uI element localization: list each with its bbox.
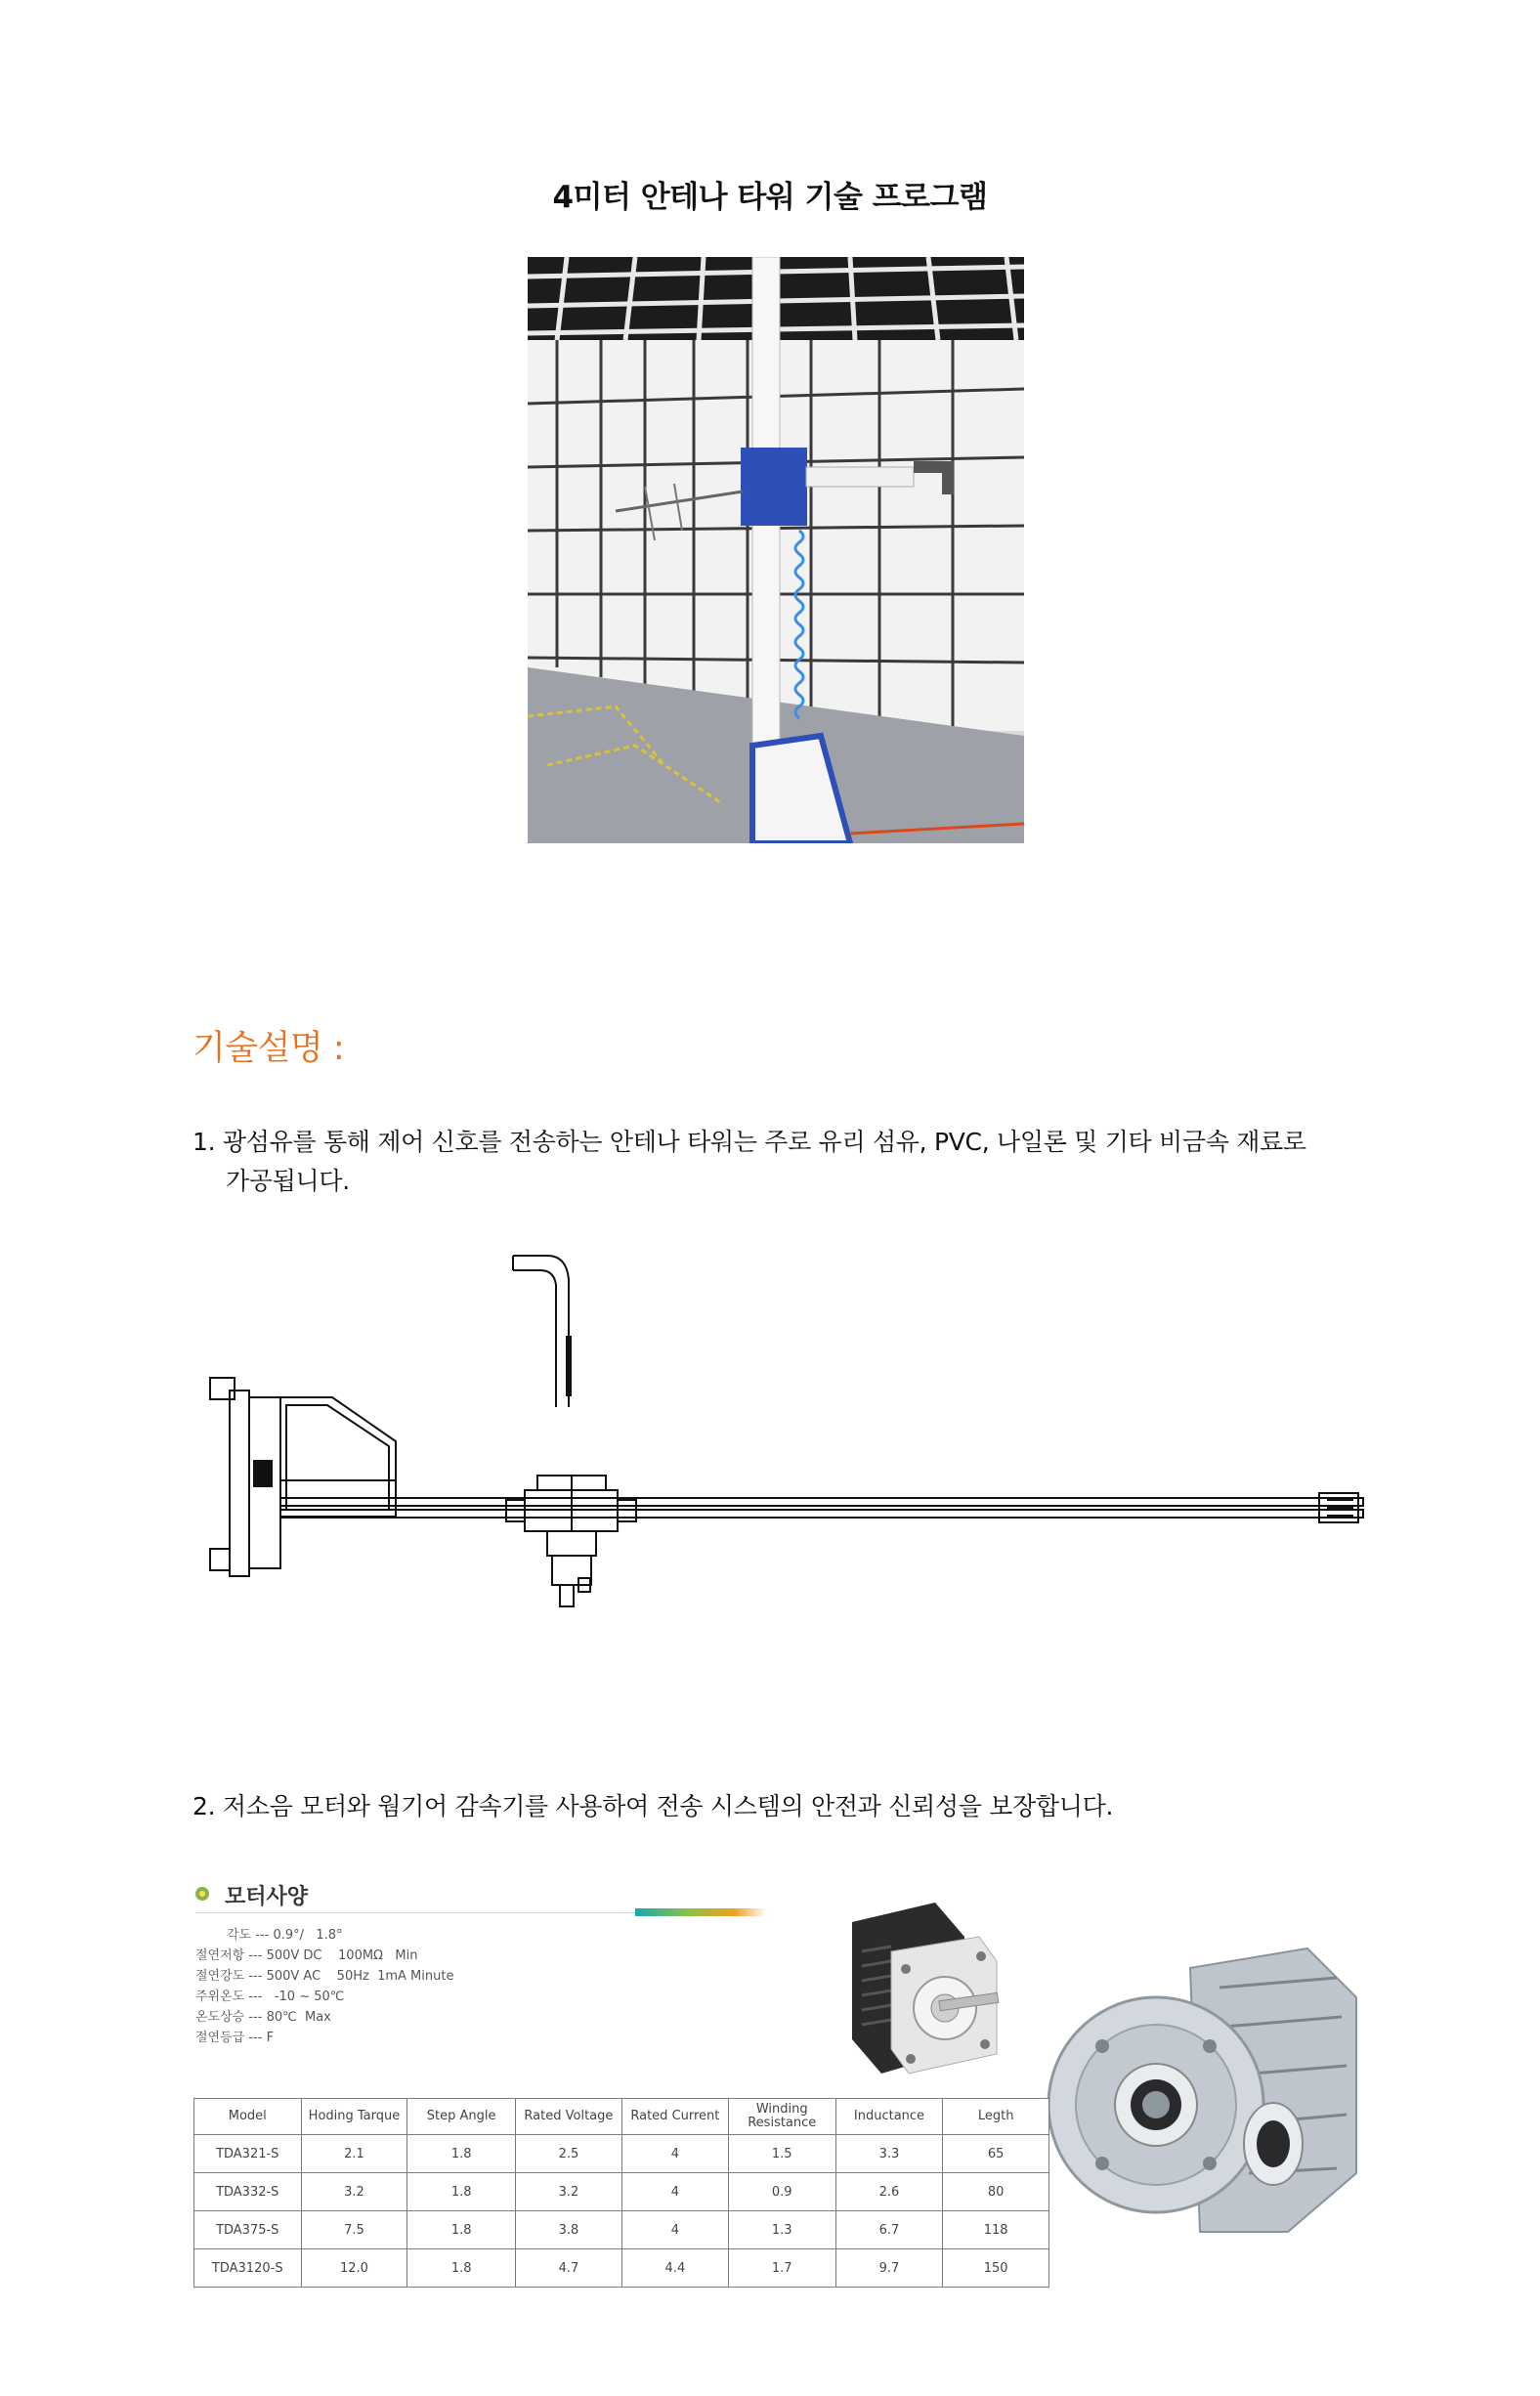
cell-length: 118 (943, 2211, 1049, 2249)
cell-rated-current: 4.4 (621, 2249, 728, 2288)
cell-step-angle: 1.8 (407, 2135, 516, 2173)
col-header-inductance: Inductance (835, 2099, 943, 2135)
cell-rated-voltage: 2.5 (515, 2135, 621, 2173)
cell-inductance: 2.6 (835, 2173, 943, 2211)
stepper-motor-image (833, 1893, 1013, 2093)
cell-step-angle: 1.8 (407, 2249, 516, 2288)
cell-inductance: 9.7 (835, 2249, 943, 2288)
col-header-model: Model (194, 2099, 302, 2135)
cell-model: TDA3120-S (194, 2249, 302, 2288)
cell-model: TDA332-S (194, 2173, 302, 2211)
section-heading: 기술설명 : (192, 1029, 345, 1068)
spec-gradient-bar (635, 1908, 767, 1916)
col-header-length: Legth (943, 2099, 1049, 2135)
description-item-2: 2. 저소음 모터와 웜기어 감속기를 사용하여 전송 시스템의 안전과 신뢰성을 보장합니다. (192, 1792, 1114, 1820)
cell-holding-torque: 3.2 (301, 2173, 407, 2211)
page-title: 4미터 안테나 타워 기술 프로그램 (552, 180, 988, 215)
cell-rated-current: 4 (621, 2173, 728, 2211)
col-header-step-angle: Step Angle (407, 2099, 516, 2135)
spec-line-temp-rise: 온도상승 --- 80℃ Max (195, 2010, 331, 2025)
spec-line-ambient-temp: 주위온도 --- -10 ~ 50℃ (195, 1990, 345, 2004)
cell-model: TDA375-S (194, 2211, 302, 2249)
cell-rated-current: 4 (621, 2211, 728, 2249)
cell-holding-torque: 2.1 (301, 2135, 407, 2173)
cell-length: 80 (943, 2173, 1049, 2211)
motor-spec-title: 모터사양 (225, 1885, 309, 1909)
item-1-line-2: 가공됩니다. (226, 1167, 350, 1195)
cell-length: 150 (943, 2249, 1049, 2288)
cell-holding-torque: 12.0 (301, 2249, 407, 2288)
description-item-1 (192, 1123, 1385, 1201)
worm-gear-reducer-image (1044, 1939, 1366, 2263)
cell-holding-torque: 7.5 (301, 2211, 407, 2249)
col-header-winding-resistance (728, 2099, 835, 2135)
table-row (194, 2249, 1049, 2288)
spec-line-insulation-class: 절연등급 --- F (195, 2031, 275, 2045)
cell-rated-current: 4 (621, 2135, 728, 2173)
cell-rated-voltage: 4.7 (515, 2249, 621, 2288)
spec-divider (195, 1912, 635, 1913)
spec-line-insulation-strength: 절연강도 --- 500V AC 50Hz 1mA Minute (195, 1969, 454, 1984)
cell-step-angle: 1.8 (407, 2211, 516, 2249)
motor-spec-list (195, 1925, 453, 2048)
cell-winding-resistance: 0.9 (728, 2173, 835, 2211)
table-row (194, 2135, 1049, 2173)
bullet-icon (195, 1887, 209, 1901)
winding-resistance-label: Winding Resistance (748, 2102, 817, 2130)
table-header-row (194, 2099, 1049, 2135)
antenna-tower-photo (528, 257, 1024, 843)
item-1-line-1: 1. 광섬유를 통해 제어 신호를 전송하는 안테나 타워는 주로 유리 섬유, PVC, 나일론 및 기타 비금속 재료로 (192, 1128, 1306, 1156)
col-header-rated-voltage: Rated Voltage (515, 2099, 621, 2135)
col-header-holding-torque: Hoding Tarque (301, 2099, 407, 2135)
cell-inductance: 3.3 (835, 2135, 943, 2173)
cell-winding-resistance: 1.7 (728, 2249, 835, 2288)
cell-rated-voltage: 3.8 (515, 2211, 621, 2249)
cell-length: 65 (943, 2135, 1049, 2173)
cell-step-angle: 1.8 (407, 2173, 516, 2211)
cell-rated-voltage: 3.2 (515, 2173, 621, 2211)
spec-line-angle: 각도 --- 0.9°/ 1.8° (227, 1928, 343, 1943)
table-row (194, 2211, 1049, 2249)
spec-line-insulation-resistance: 절연저항 --- 500V DC 100MΩ Min (195, 1948, 418, 1963)
table-row (194, 2173, 1049, 2211)
cell-winding-resistance: 1.3 (728, 2211, 835, 2249)
col-header-rated-current: Rated Current (621, 2099, 728, 2135)
cell-model: TDA321-S (194, 2135, 302, 2173)
cell-inductance: 6.7 (835, 2211, 943, 2249)
cell-winding-resistance: 1.5 (728, 2135, 835, 2173)
motor-spec-table (193, 2098, 1049, 2288)
tower-technical-drawing (195, 1251, 1378, 1642)
